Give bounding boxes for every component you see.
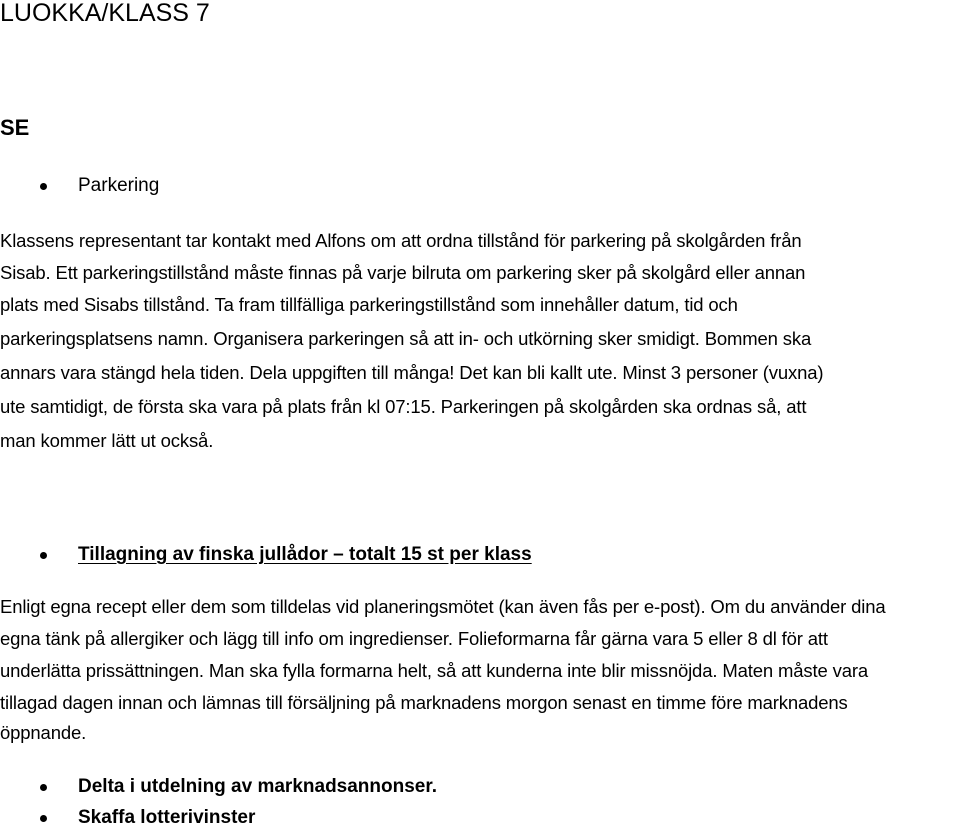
paragraph-line: egna tänk på allergiker och lägg till info om ingredienser. Folieformarna får gärna vara 5 eller 8 dl för att: [0, 628, 828, 649]
page-title: LUOKKA/KLASS 7: [0, 0, 210, 27]
bullet-icon: [40, 784, 47, 791]
bullet-icon: [40, 552, 47, 559]
bullet-icon: [40, 183, 47, 190]
paragraph-line: Sisab. Ett parkeringstillstånd måste finnas på varje bilruta om parkering sker på skolgård eller annan: [0, 262, 806, 283]
item-heading: Parkering: [78, 175, 160, 196]
paragraph-line: underlätta prissättningen. Man ska fylla formarna helt, så att kunderna inte blir missnöjda. Maten måste vara: [0, 660, 868, 681]
paragraph-line: tillagad dagen innan och lämnas till försäljning på marknadens morgon senast en timme före marknadens: [0, 692, 848, 713]
item-heading: Tillagning av finska jullådor – totalt 15 st per klass: [78, 544, 532, 565]
paragraph-line: annars vara stängd hela tiden. Dela uppgiften till många! Det kan bli kallt ute. Minst 3 personer (vuxna): [0, 362, 824, 383]
item-heading: Skaffa lotterivinster: [78, 807, 256, 828]
bullet-icon: [40, 815, 47, 822]
paragraph-line: Klassens representant tar kontakt med Alfons om att ordna tillstånd för parkering på skolgården från: [0, 230, 802, 251]
paragraph-line: öppnande.: [0, 722, 87, 743]
item-heading: Delta i utdelning av marknadsannonser.: [78, 776, 437, 797]
paragraph-line: man kommer lätt ut också.: [0, 430, 214, 451]
paragraph-line: plats med Sisabs tillstånd. Ta fram tillfälliga parkeringstillstånd som innehåller datum, tid och: [0, 294, 738, 315]
section-heading: SE: [0, 115, 30, 140]
paragraph-line: ute samtidigt, de första ska vara på plats från kl 07:15. Parkeringen på skolgården ska ordnas så, att: [0, 396, 807, 417]
paragraph-line: Enligt egna recept eller dem som tilldelas vid planeringsmötet (kan även fås per e-post). Om du använder dina: [0, 596, 886, 617]
paragraph-line: parkeringsplatsens namn. Organisera parkeringen så att in- och utkörning sker smidigt. Bommen ska: [0, 328, 812, 349]
